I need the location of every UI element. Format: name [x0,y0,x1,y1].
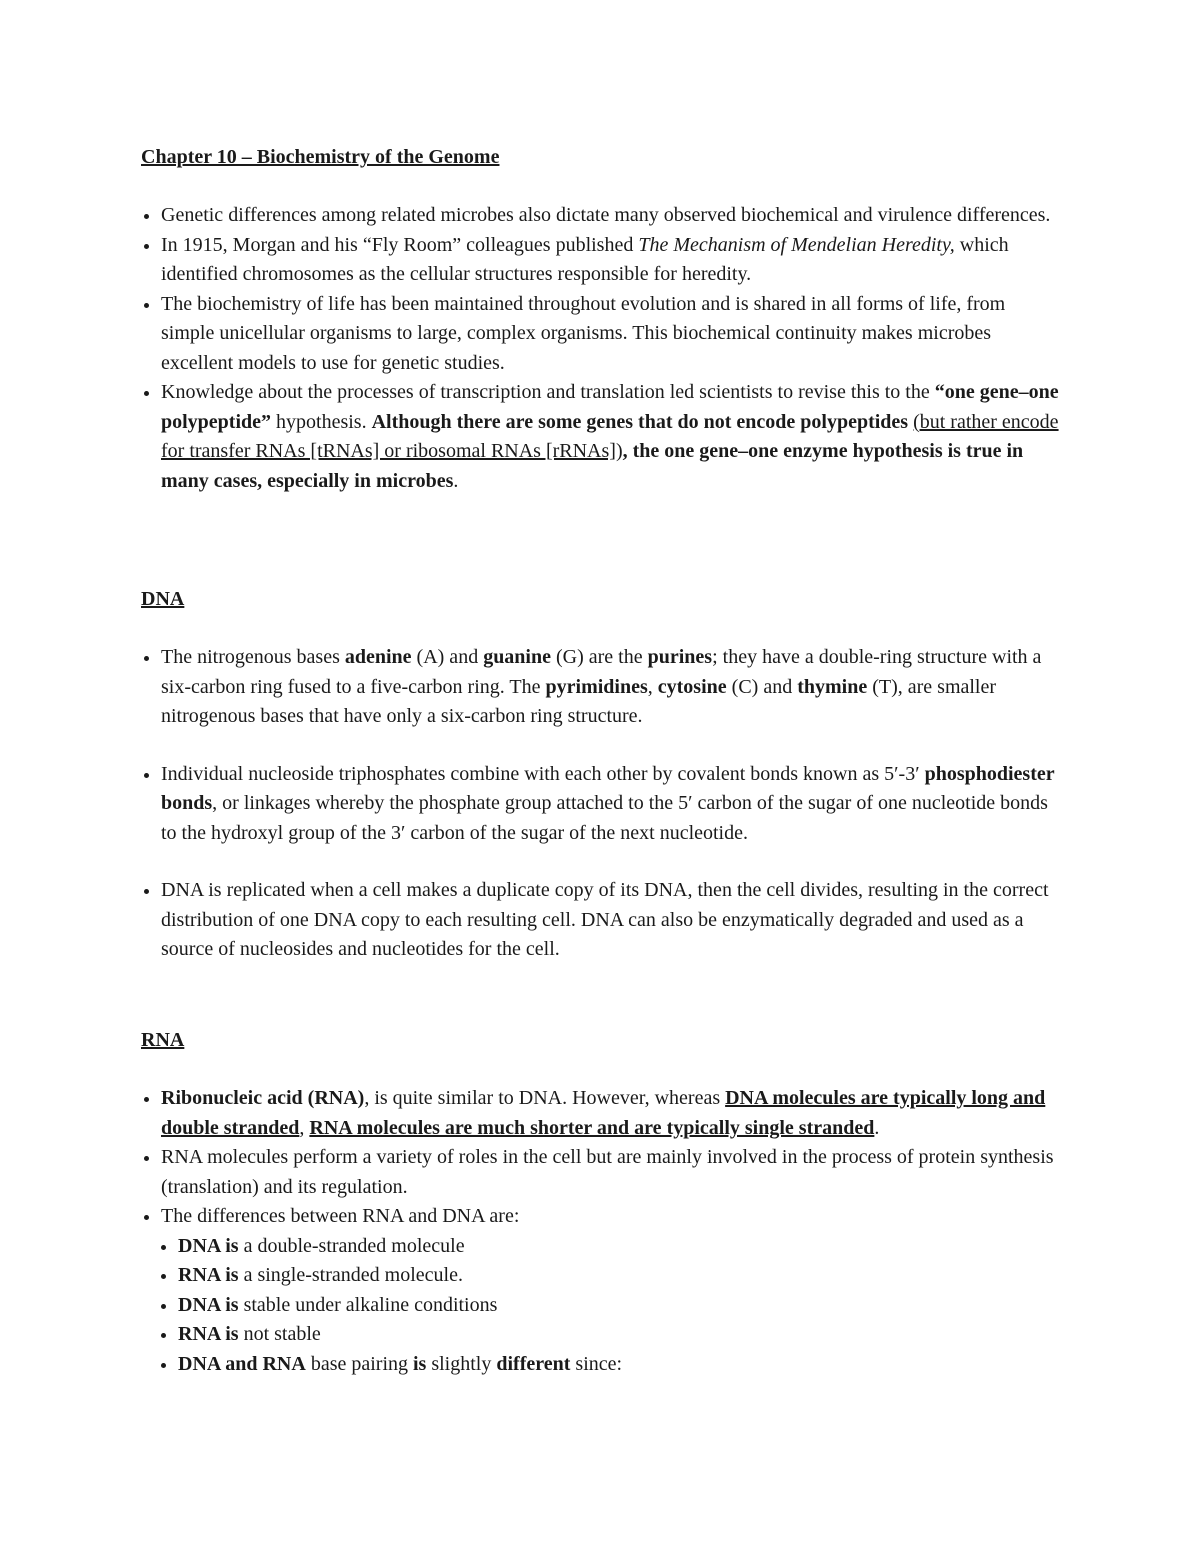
dna-heading: DNA [141,588,185,610]
sub-list-item: DNA is stable under alkaline conditions [158,1291,1061,1321]
list-item: RNA molecules perform a variety of roles in the cell but are mainly involved in the process of protein synthesis (translation) and its regulation. [141,1143,1061,1202]
chapter-title: Chapter 10 – Biochemistry of the Genome [141,146,500,168]
rna-heading: RNA [141,1029,185,1051]
intro-list [141,201,1061,496]
list-item: The nitrogenous bases adenine (A) and guanine (G) are the purines; they have a double-ring structure with a six-carbon ring fused to a five-carbon ring. The pyrimidines, cytosine (C) and thymine (T), are smaller nitrogenous bases that have only a six-carbon ring structure. [141,643,1061,732]
list-item: DNA is replicated when a cell makes a duplicate copy of its DNA, then the cell divides, resulting in the correct distribution of one DNA copy to each resulting cell. DNA can also be enzymatically degraded and used as a source of nucleosides and nucleotides for the cell. [141,876,1061,965]
sub-list-item: DNA and RNA base pairing is slightly different since: [158,1350,1061,1380]
rna-list [141,1084,1061,1379]
list-item: Knowledge about the processes of transcription and translation led scientists to revise this to the “one gene–one polypeptide” hypothesis. Although there are some genes that do not encode polypeptides (but rather encode for transfer RNAs [tRNAs] or ribosomal RNAs [rRNAs]), the one gene–one enzyme hypothesis is true in many cases, especially in microbes. [141,378,1061,496]
list-item: In 1915, Morgan and his “Fly Room” colleagues published The Mechanism of Mendelian Heredity, which identified chromosomes as the cellular structures responsible for heredity. [141,231,1061,290]
list-item: The biochemistry of life has been maintained throughout evolution and is shared in all forms of life, from simple unicellular organisms to large, complex organisms. This biochemical continuity makes microbes excellent models to use for genetic studies. [141,290,1061,379]
sub-list-item: RNA is a single-stranded molecule. [158,1261,1061,1291]
sub-list-item: DNA is a double-stranded molecule [158,1232,1061,1262]
sub-list-item: RNA is not stable [158,1320,1061,1350]
list-item: Individual nucleoside triphosphates combine with each other by covalent bonds known as 5′-3′ phosphodiester bonds, or linkages whereby the phosphate group attached to the 5′ carbon of the sugar of one nucleotide bonds to the hydroxyl group of the 3′ carbon of the sugar of the next nucleotide. [141,760,1061,849]
list-item: Ribonucleic acid (RNA), is quite similar to DNA. However, whereas DNA molecules are typically long and double stranded, RNA molecules are much shorter and are typically single stranded. [141,1084,1061,1143]
dna-list [141,643,1061,965]
list-item: The differences between RNA and DNA are: [141,1202,1061,1232]
list-item: Genetic differences among related microbes also dictate many observed biochemical and virulence differences. [141,201,1061,231]
